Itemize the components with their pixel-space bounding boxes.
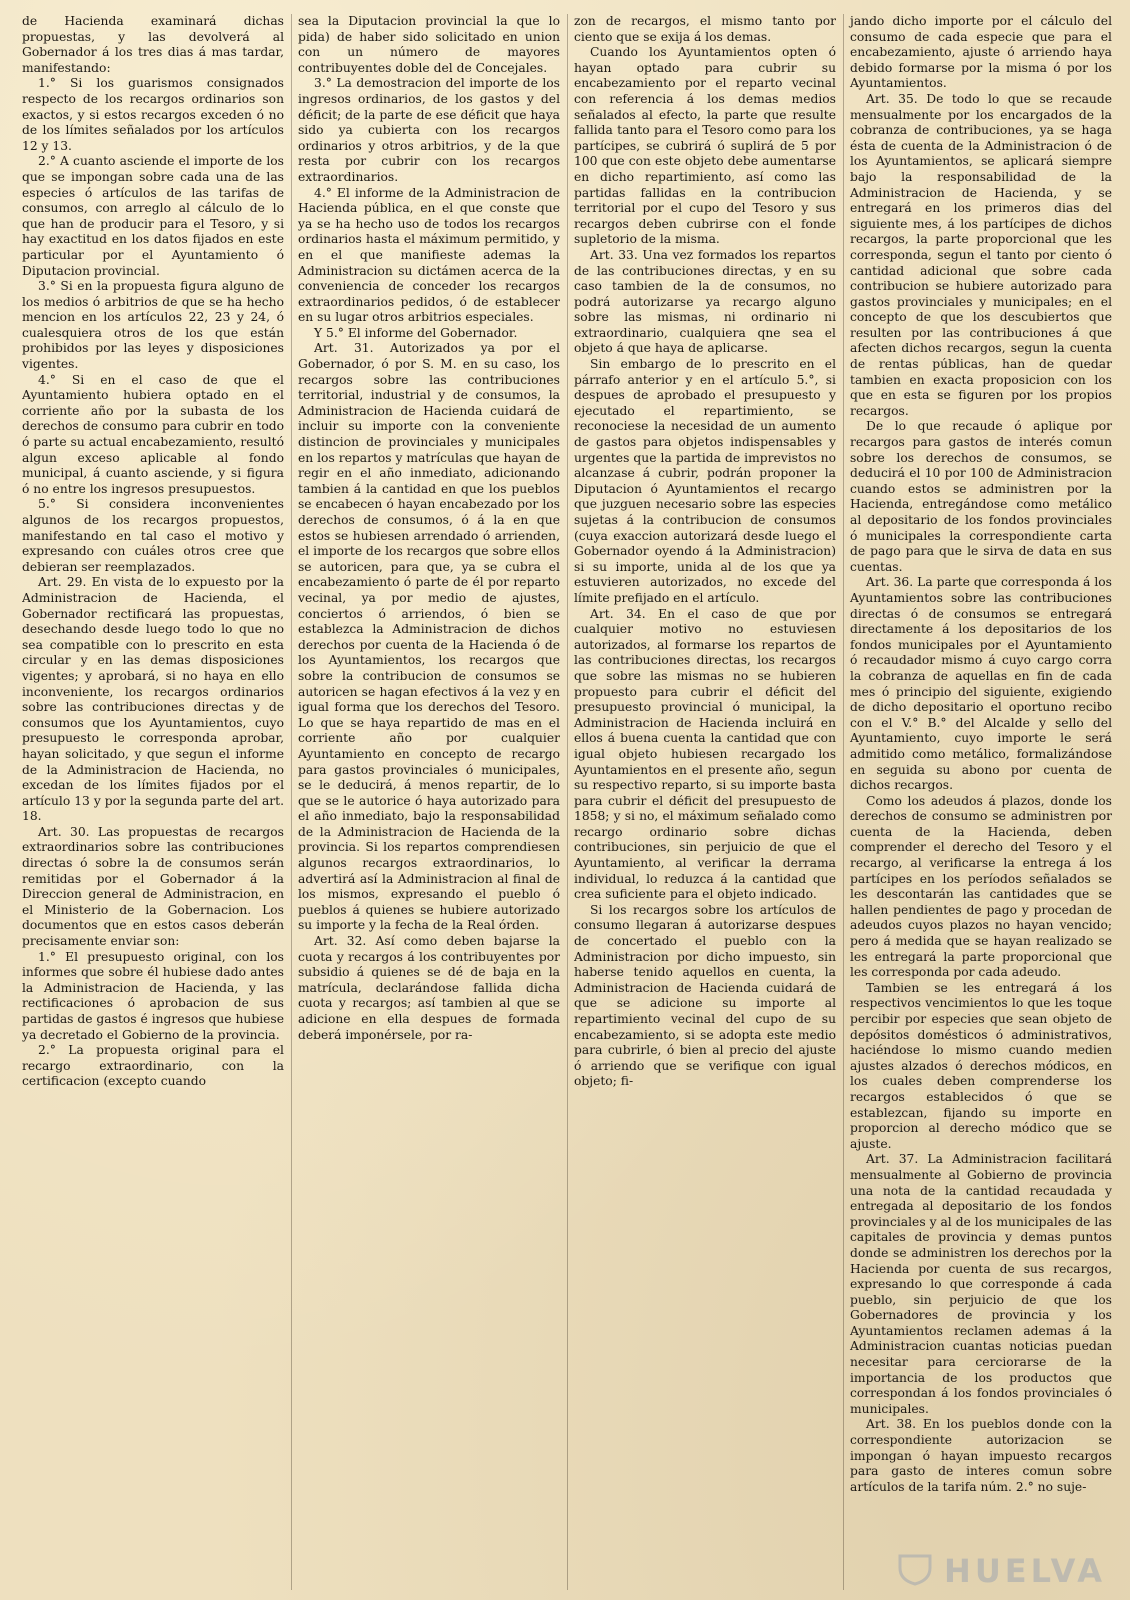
- paragraph: 4.° El informe de la Administracion de Hacienda pública, en el que conste que ya se ha hecho uso de todos los recargos ordinarios hasta el máximum permitido, y en el que manifieste ademas la Administracion su dictámen acerca de la conveniencia de conceder los recargos extraordinarios pedidos, ó de establecer en su lugar otros arbitrios especiales.: [298, 185, 560, 325]
- paragraph: Art. 36. La parte que corresponda á los Ayuntamientos sobre las contribuciones directas ó de consumos se entregará directamente á los depositarios de los fondos municipales por el Ayuntamiento ó recaudador mismo á cuyo cargo corra la cobranza de aquellas en fin de cada mes ó principio del siguiente, exigiendo de dicho depositario el oportuno recibo con el V.° B.° del Alcalde y sello del Ayuntamiento, cuyo importe le será admitido como metálico, formalizándose en seguida su abono por cuenta de dichos recargos.: [850, 575, 1112, 793]
- shield-icon: [896, 1552, 934, 1586]
- paragraph: 3.° La demostracion del importe de los ingresos ordinarios, de los gastos y del déficit; de la parte de ese déficit que haya sido ya cubierta con los recargos ordinarios y otros arbitrios, y de la que resta por cubrir con los recargos extraordinarios.: [298, 76, 560, 184]
- watermark: HUELVA: [944, 1552, 1106, 1590]
- column-2: [291, 14, 560, 1590]
- paragraph: Si los recargos sobre los artículos de consumo llegaran á autorizarse despues de concertado el pueblo con la Administracion por dicho impuesto, sin haberse tenido aquellos en cuenta, la Administracion de Hacienda cuidará de que se adicione su importe al repartimiento vecinal del cupo de su encabezamiento, si se adopta este medio para cubrirle, ó bien al precio del ajuste ó arriendo que se verifique con igual objeto; fi-: [574, 902, 836, 1089]
- paragraph: Art. 34. En el caso de que por cualquier motivo no estuviesen autorizados, al formarse los repartos de las contribuciones directas, los recargos que sobre las mismas no se hubieren propuesto para cubrir el déficit del presupuesto provincial ó municipal, la Administracion de Hacienda incluirá en ellos á buena cuenta la cantidad que con igual objeto hubiesen recargado los Ayuntamientos en el presente año, segun su respectivo reparto, si su importe basta para cubrir el déficit del presupuesto de 1858; y si no, el máximum señalado como recargo ordinario sobre dichas contribuciones, sin perjuicio de que el Ayuntamiento, al verificar la derrama individual, lo reduzca á la cantidad que crea suficiente para el objeto indicado.: [574, 606, 836, 902]
- paragraph: 5.° Si considera inconvenientes algunos de los recargos propuestos, manifestando en tal caso el motivo y expresando con cuáles otros cree que debieran ser reemplazados.: [22, 497, 284, 574]
- paragraph: Como los adeudos á plazos, donde los derechos de consumo se administren por cuenta de la Hacienda, deben comprender el derecho del Tesoro y el recargo, al verificarse la entrega á los partícipes en los períodos señalados se les descontarán las cantidades que se hallen pendientes de pago y procedan de adeudos cuyos plazos no hayan vencido; pero á medida que se hayan realizado se les entregará la parte proporcional que les corresponda por cada adeudo.: [850, 793, 1112, 980]
- paragraph: Art. 31. Autorizados ya por el Gobernador, ó por S. M. en su caso, los recargos sobre las contribuciones territorial, industrial y de consumos, la Administracion de Hacienda cuidará de incluir su importe con la conveniente distincion de provinciales y municipales en los repartos y matrículas que hayan de regir en el año inmediato, adicionando tambien á la cantidad en que los pueblos se encabecen ó hayan encabezado por los derechos de consumos, ó á la en que estos se hubiesen arrendado ó arrienden, el importe de los recargos que sobre ellos se autoricen, para que, ya se cubra el encabezamiento ó parte de él por reparto vecinal, ya por medio de ajustes, conciertos ó arriendos, ó bien se establezca la Administracion de dichos derechos por cuenta de la Hacienda ó de los Ayuntamientos, los recargos que sobre la contribucion de consumos se autoricen se hagan efectivos á la vez y en igual forma que los derechos del Tesoro. Lo que se haya repartido de mas en el corriente año por cualquier Ayuntamiento en concepto de recargo para gastos provinciales ó municipales, se le deducirá, á menos repartir, de lo que se le autorice ó haya autorizado para el año inmediato, bajo la responsabilidad de la Administracion de Hacienda de la provincia. Si los repartos comprendiesen algunos recargos extraordinarios, lo advertirá así la Administracion al final de los mismos, expresando el pueblo ó pueblos á quienes se hubiere autorizado su importe y la fecha de la Real órden.: [298, 341, 560, 933]
- text-columns: [22, 14, 1112, 1590]
- paragraph: Art. 38. En los pueblos donde con la correspondiente autorizacion se impongan ó hayan impuesto recargos para gasto de interes comun sobre artículos de la tarifa núm. 2.° no suje-: [850, 1417, 1112, 1494]
- paragraph: Art. 33. Una vez formados los repartos de las contribuciones directas, y en su caso tambien de la de consumos, no podrá autorizarse ya recargo alguno sobre las mismas, ni ordinario ni extraordinario, cualquiera qne sea el objeto á que haya de aplicarse.: [574, 247, 836, 356]
- paragraph: Art. 32. Así como deben bajarse la cuota y recargos á los contribuyentes por subsidio á quienes se dé de baja en la matrícula, declarándose fallida dicha cuota y recargos; así tambien al que se adicione en ella despues de formada deberá imponérsele, por ra-: [298, 934, 560, 1042]
- paragraph: sea la Diputacion provincial la que lo pida) de haber sido solicitado en union con un número de mayores contribuyentes doble del de Concejales.: [298, 14, 560, 75]
- paragraph: Sin embargo de lo prescrito en el párrafo anterior y en el artículo 5.°, si despues de aprobado el presupuesto y ejecutado el repartimiento, se reconociese la necesidad de un aumento de gastos para objetos indispensables y urgentes que la partida de imprevistos no alcanzase á cubrir, podrán proponer la Diputacion ó Ayuntamientos el recargo que juzguen necesario sobre las especies sujetas á la contribucion de consumos (cuya exaccion autorizará desde luego el Gobernador oyendo á la Administracion) si su importe, unida al de los que ya estuvieren autorizados, no excede del límite prefijado en el artículo.: [574, 357, 836, 605]
- paragraph: Y 5.° El informe del Gobernador.: [314, 325, 518, 340]
- paragraph: Tambien se les entregará á los respectivos vencimientos lo que les toque percibir por especies que sean objeto de depósitos domésticos ó administrativos, haciéndose lo mismo cuando medien ajustes alzados ó derechos módicos, en los cuales deben comprenderse los recargos establecidos ó que se establezcan, fijando su importe en proporcion al derecho módico que se ajuste.: [850, 980, 1112, 1151]
- paragraph: 1.° El presupuesto original, con los informes que sobre él hubiese dado antes la Administracion de Hacienda, y las rectificaciones ó aprobacion de sus partidas de gastos é ingresos que hubiese ya decretado el Gobierno de la provincia.: [22, 949, 284, 1042]
- paragraph: De lo que recaude ó aplique por recargos para gastos de interés comun sobre los derechos de consumos, se deducirá el 10 por 100 de Administracion cuando estos se administren por la Hacienda, entregándose como metálico al depositario de los fondos provinciales ó municipales la correspondiente carta de pago para que le sirva de data en sus cuentas.: [850, 419, 1112, 574]
- paragraph: 2.° A cuanto asciende el importe de los que se impongan sobre cada una de las especies ó artículos de las tarifas de consumos, con arreglo al cálculo de lo que han de producir para el Tesoro, y si hay exactitud en los datos fijados en este particular por el Ayuntamiento ó Diputacion provincial.: [22, 154, 284, 278]
- column-1: [22, 14, 284, 1590]
- paragraph: zon de recargos, el mismo tanto por ciento que se exija á los demas.: [574, 14, 836, 44]
- paragraph: 1.° Si los guarismos consignados respecto de los recargos ordinarios son exactos, y si estos recargos exceden ó no de los límites señalados por los artículos 12 y 13.: [22, 76, 284, 153]
- paragraph: Art. 30. Las propuestas de recargos extraordinarios sobre las contribuciones directas ó sobre la de consumos serán remitidas por el Gobernador á la Direccion general de Administracion, en el Ministerio de la Gobernacion. Los documentos que en estos casos deberán precisamente enviar son:: [22, 824, 284, 949]
- paragraph: Art. 37. La Administracion facilitará mensualmente al Gobierno de provincia una nota de la cantidad recaudada y entregada al depositario de los fondos provinciales y al de los municipales de las capitales de provincia y demas puntos donde se administren los derechos por la Hacienda por cuenta de sus recargos, expresando lo que corresponde á cada pueblo, sin perjuicio de que los Gobernadores de provincia y los Ayuntamientos reclamen ademas á la Administracion cuantas noticias puedan necesitar para cerciorarse de la importancia de los productos que correspondan á los fondos provinciales ó municipales.: [850, 1152, 1112, 1416]
- paragraph: de Hacienda examinará dichas propuestas, y las devolverá al Gobernador á los tres dias á mas tardar, manifestando:: [22, 14, 284, 75]
- column-3: [567, 14, 836, 1590]
- paragraph: 2.° La propuesta original para el recargo extraordinario, con la certificacion (excepto cuando: [22, 1043, 284, 1089]
- paragraph: 4.° Si en el caso de que el Ayuntamiento hubiera optado en el corriente año por la subasta de los derechos de consumo para cubrir en todo ó parte su actual encabezamiento, resultó algun exceso aplicable al fondo municipal, á cuanto asciende, y si figura ó no entre los ingresos presupuestos.: [22, 372, 284, 496]
- paragraph: Cuando los Ayuntamientos opten ó hayan optado para cubrir su encabezamiento por el reparto vecinal con referencia á los demas medios señalados al efecto, la parte que resulte fallida tanto para el Tesoro como para los partícipes, se cubrirá ó suplirá de 5 por 100 que con este objeto debe aumentarse en dicho repartimiento, así como las partidas fallidas en la contribucion territorial por el cupo del Tesoro y sus recargos deben cubrirse con el fonde supletorio de la misma.: [574, 45, 836, 247]
- paragraph: jando dicho importe por el cálculo del consumo de cada especie que para el encabezamiento, ajuste ó arriendo haya debido formarse por la misma ó por los Ayuntamientos.: [850, 14, 1112, 91]
- paragraph: Art. 29. En vista de lo expuesto por la Administracion de Hacienda, el Gobernador rectificará las propuestas, desechando desde luego todo lo que no sea compatible con lo prescrito en esta circular y en las demas disposiciones vigentes; y aprobará, si no haya en ello inconveniente, los recargos ordinarios sobre las contribuciones directas y de consumos que los Ayuntamientos, cuyo presupuesto le corresponda aprobar, hayan solicitado, y que segun el informe de la Administracion de Hacienda, no excedan de los límites fijados por el artículo 13 y por la segunda parte del art. 18.: [22, 575, 284, 824]
- paragraph: Art. 35. De todo lo que se recaude mensualmente por los encargados de la cobranza de contribuciones, ya se haga ésta de cuenta de la Administracion ó de los Ayuntamientos, se aplicará siempre bajo la responsabilidad de la Administracion de Hacienda, y se entregará en los primeros dias del siguiente mes, á los partícipes de dichos recargos, la parte proporcional que les corresponda, segun el tanto por ciento ó cantidad adicional que sobre cada contribucion se hubiere autorizado para gastos provinciales y municipales; en el concepto de que los descubiertos que resulten por las contribuciones á que afecten dichos recargos, segun la cuenta de rentas públicas, han de quedar tambien en exacta proposicion con los que en esta se figuren por los propios recargos.: [850, 91, 1112, 418]
- paragraph: 3.° Si en la propuesta figura alguno de los medios ó arbitrios de que se ha hecho mencion en los artículos 22, 23 y 24, ó cualesquiera otros de los que están prohibidos por las leyes y disposiciones vigentes.: [22, 279, 284, 372]
- column-4: [843, 14, 1112, 1590]
